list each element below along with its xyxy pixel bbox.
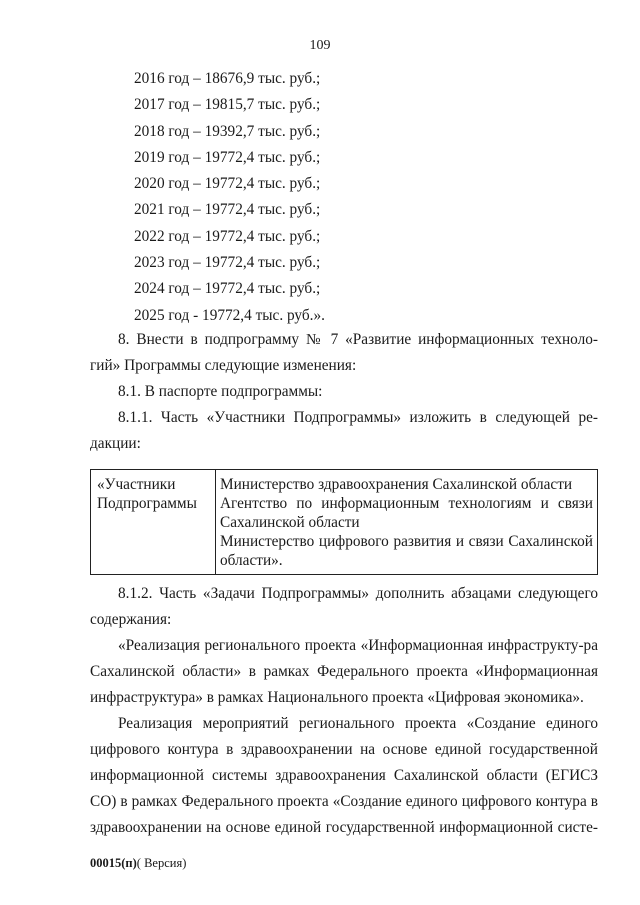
funding-line: 2023 год – 19772,4 тыс. руб.; [134,254,321,272]
quoted-paragraph-1: «Реализация регионального проекта «Информационная инфраструкту-ра Сахалинской области» в рамках Федерального проекта «Информационная инфраструктура» в рамках Национального проекта «Цифровая экономика». [90,637,598,706]
paragraph-item-8-1-1: 8.1.1. Часть «Участники Подпрограммы» изложить в следующей ре-дакции: [90,409,598,452]
participants-label-line: Подпрограммы [97,495,197,512]
participants-label-cell [91,470,216,575]
participants-table [90,469,598,575]
quoted-paragraph-2: Реализация мероприятий регионального проекта «Создание единого цифрового контура в здравоохранении на основе единой государственной информационной системы здравоохранения Сахалинской области (ЕГИСЗ СО) в рамках Федерального проекта «Создание единого цифрового контура в здравоохранении на основе единой государственной информационной систе- [90,715,598,836]
funding-line: 2024 год – 19772,4 тыс. руб.; [134,280,321,298]
paragraph-item-8-1: 8.1. В паспорте подпрограммы: [118,383,323,400]
document-footer [90,856,186,871]
participant-entry: Министерство цифрового развития и связи Сахалинской области». [220,533,593,569]
table-row [91,470,598,575]
funding-line: 2019 год – 19772,4 тыс. руб.; [134,148,321,166]
document-code: 00015(п) [90,856,137,870]
participants-label-line: «Участники [97,476,176,493]
funding-line: 2017 год – 19815,7 тыс. руб.; [134,96,321,114]
funding-line: 2020 год – 19772,4 тыс. руб.; [134,175,321,193]
funding-line: 2025 год - 19772,4 тыс. руб.». [134,306,325,324]
participant-entry: Агентство по информационным технологиям и связи Сахалинской области [220,495,593,531]
participant-entry: Министерство здравоохранения Сахалинской области [220,476,573,493]
paragraph-item-8: 8. Внести в подпрограмму № 7 «Развитие информационных техноло-гий» Программы следующие изменения: [90,331,598,374]
funding-line: 2021 год – 19772,4 тыс. руб.; [134,201,321,219]
document-version: ( Версия) [136,856,187,870]
paragraph-item-8-1-2: 8.1.2. Часть «Задачи Подпрограммы» дополнить абзацами следующего содержания: [90,585,598,628]
funding-list [134,66,325,329]
funding-line: 2018 год – 19392,7 тыс. руб.; [134,122,321,140]
funding-line: 2016 год – 18676,9 тыс. руб.; [134,70,321,87]
page-number: 109 [309,38,331,53]
participants-value-cell [216,470,598,575]
funding-line: 2022 год – 19772,4 тыс. руб.; [134,227,321,245]
